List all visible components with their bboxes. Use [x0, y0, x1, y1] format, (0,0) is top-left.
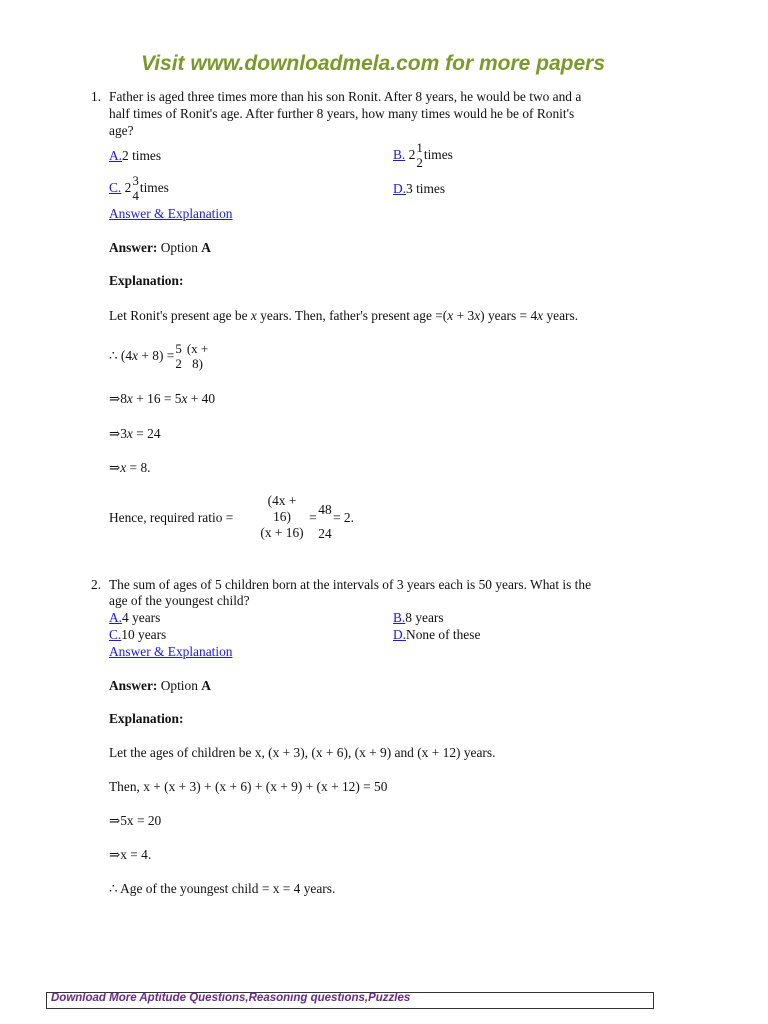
question-text-line: Father is aged three times more than his son Ronit. After 8 years, he would be two and a	[109, 89, 582, 104]
answer-explanation-link[interactable]: Answer & Explanation	[109, 206, 233, 221]
text: + 16 = 5	[136, 391, 182, 406]
question-text-line: half times of Ronit's age. After further 8 years, how many times would he be of Ronit's	[109, 106, 575, 121]
answer-line	[109, 678, 211, 694]
variable: x	[474, 308, 481, 323]
ratio-result: = 2.	[333, 510, 354, 525]
variable: x	[537, 308, 544, 323]
paren-bottom: 8)	[192, 356, 203, 371]
option-c[interactable]	[109, 173, 169, 203]
answer-text: Option	[160, 240, 198, 255]
text: ⇒	[109, 460, 121, 475]
answer-text: Option	[160, 678, 198, 693]
variable: x	[126, 391, 133, 406]
option-c-link[interactable]: C.	[109, 180, 122, 195]
option-c[interactable]	[109, 627, 166, 643]
variable: x	[250, 308, 257, 323]
answer-label: Answer:	[109, 678, 158, 693]
variable: x	[120, 460, 127, 475]
variable: x	[132, 348, 138, 363]
option-c-fraction	[132, 173, 139, 203]
ratio-equals: =	[309, 510, 317, 525]
text: years.	[546, 308, 579, 323]
explanation-equation	[109, 460, 151, 476]
option-a[interactable]	[109, 148, 161, 164]
option-b-text: times	[423, 147, 453, 162]
option-b[interactable]	[393, 610, 444, 626]
option-a-text: 4 years	[122, 610, 161, 625]
option-d[interactable]	[393, 181, 445, 197]
paren-top: (x +	[186, 341, 209, 356]
text: = 24	[136, 426, 161, 441]
explanation-label: Explanation:	[109, 711, 184, 726]
question-number: 2.	[91, 577, 102, 592]
explanation-line	[109, 308, 578, 324]
text: + 40	[190, 391, 216, 406]
option-b-link[interactable]: B.	[393, 610, 406, 625]
option-d-text: None of these	[406, 627, 481, 642]
explanation-equation	[109, 341, 209, 371]
fraction-denominator: 2	[416, 155, 423, 170]
fraction-paren	[187, 341, 208, 371]
explanation-equation	[109, 426, 161, 442]
option-b-text: 8 years	[405, 610, 444, 625]
text: + 8) =	[141, 348, 175, 363]
option-d-link[interactable]: D.	[393, 627, 407, 642]
option-c-link[interactable]: C.	[109, 627, 122, 642]
text: Let Ronit's present age be	[109, 308, 248, 323]
ratio-label: Hence, required ratio =	[109, 510, 234, 525]
text: ⇒3	[109, 426, 127, 441]
fraction-denominator: (x + 16)	[260, 525, 304, 540]
question-text-line: The sum of ages of 5 children born at the intervals of 3 years each is 50 years. What is the	[109, 577, 592, 592]
option-b[interactable]	[393, 140, 453, 170]
ratio-fraction-den: 24	[318, 526, 332, 541]
option-c-whole: 2	[124, 180, 132, 195]
page-header: Visit www.downloadmela.com for more papers	[140, 52, 606, 75]
variable: x	[447, 308, 454, 323]
option-d[interactable]	[393, 627, 480, 643]
option-a-link[interactable]: A.	[109, 148, 123, 163]
answer-label: Answer:	[109, 240, 158, 255]
option-b-fraction	[416, 140, 423, 170]
answer-option: A	[201, 678, 211, 693]
option-b-whole: 2	[408, 147, 416, 162]
explanation-line: ∴ Age of the youngest child = x = 4 years.	[109, 881, 336, 896]
ratio-fraction-num: 48	[318, 502, 332, 517]
fraction-numerator: (4x +	[267, 493, 297, 508]
ratio-fraction-left	[252, 493, 312, 541]
question-text-line: age?	[109, 123, 134, 138]
text: + 3	[456, 308, 475, 323]
fraction-denominator: 4	[132, 188, 139, 203]
explanation-line: Then, x + (x + 3) + (x + 6) + (x + 9) + (x + 12) = 50	[109, 779, 388, 794]
option-b-link[interactable]: B.	[393, 147, 406, 162]
explanation-equation	[109, 391, 215, 407]
answer-explanation-link[interactable]: Answer & Explanation	[109, 644, 233, 659]
option-a[interactable]	[109, 610, 160, 626]
text: = 8.	[129, 460, 151, 475]
answer-option: A	[201, 240, 211, 255]
text: ∴ (4	[109, 348, 133, 363]
question-number: 1.	[91, 89, 102, 104]
option-c-text: times	[139, 180, 169, 195]
question-text-line: age of the youngest child?	[109, 593, 250, 608]
fraction	[175, 341, 182, 371]
explanation-line: ⇒5x = 20	[109, 813, 162, 828]
footer-link-text[interactable]: Download More Aptitude Questions,Reasoning questions,Puzzles	[51, 992, 411, 1004]
option-a-link[interactable]: A.	[109, 610, 123, 625]
text: ) years = 4	[480, 308, 538, 323]
option-d-link[interactable]: D.	[393, 181, 407, 196]
variable: x	[126, 426, 133, 441]
option-d-text: 3 times	[406, 181, 446, 196]
text: years. Then, father's present age =(	[260, 308, 448, 323]
explanation-heading	[109, 711, 183, 727]
variable: x	[181, 391, 188, 406]
fraction-numerator: 16)	[273, 509, 291, 524]
answer-line	[109, 240, 211, 256]
fraction-numerator: 5	[175, 341, 182, 356]
text: ⇒8	[109, 391, 127, 406]
fraction-denominator: 2	[175, 356, 182, 371]
option-c-text: 10 years	[121, 627, 167, 642]
fraction-numerator: 1	[416, 140, 423, 155]
option-a-text: 2 times	[122, 148, 162, 163]
explanation-line: ⇒x = 4.	[109, 847, 152, 862]
explanation-heading	[109, 273, 183, 289]
fraction-numerator: 3	[132, 173, 139, 188]
explanation-line: Let the ages of children be x, (x + 3), (x + 6), (x + 9) and (x + 12) years.	[109, 745, 496, 760]
explanation-label: Explanation:	[109, 273, 184, 288]
